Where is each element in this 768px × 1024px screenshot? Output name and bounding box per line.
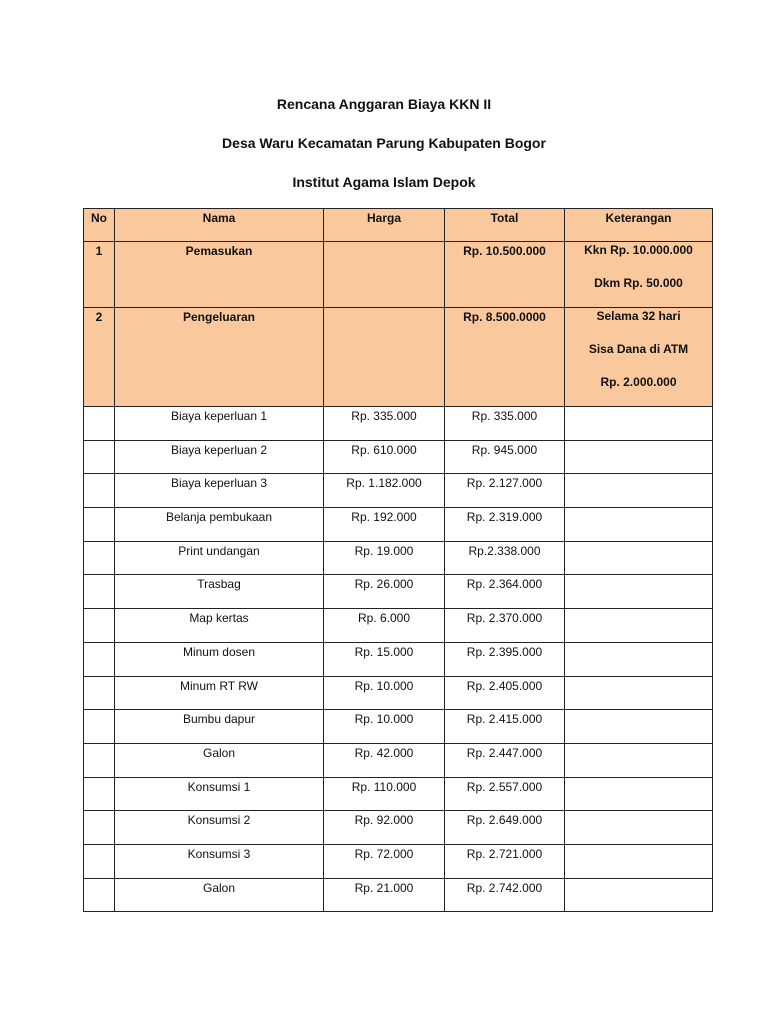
cell-harga	[324, 474, 445, 508]
cell-nama-text: Galon	[202, 745, 236, 760]
cell-total-text: Rp. 945.000	[471, 442, 538, 457]
cell-no	[84, 575, 115, 609]
table-row	[84, 508, 713, 542]
keterangan-line: Dkm Rp. 50.000	[594, 276, 683, 290]
cell-no	[84, 541, 115, 575]
cell-nama	[115, 878, 324, 912]
cell-no	[84, 474, 115, 508]
cell-total-text: Rp. 2.370.000	[466, 611, 543, 626]
cell-no	[84, 743, 115, 777]
cell-keterangan	[565, 440, 713, 474]
cell-nama: Pengeluaran	[115, 308, 324, 407]
cell-total-text: Rp. 2.447.000	[466, 745, 543, 760]
cell-keterangan	[565, 474, 713, 508]
cell-keterangan	[565, 508, 713, 542]
cell-harga-text: Rp. 92.000	[354, 813, 414, 828]
cell-no	[84, 710, 115, 744]
cell-harga	[324, 541, 445, 575]
cell-nama	[115, 440, 324, 474]
cell-nama-text: Belanja pembukaan	[165, 510, 273, 525]
cell-no	[84, 878, 115, 912]
cell-harga	[324, 242, 445, 308]
cell-no	[84, 407, 115, 441]
cell-total-text: Rp. 2.364.000	[466, 577, 543, 592]
cell-total	[445, 710, 565, 744]
keterangan-line: Sisa Dana di ATM	[588, 342, 689, 356]
cell-nama	[115, 642, 324, 676]
cell-harga	[324, 777, 445, 811]
cell-keterangan	[565, 609, 713, 643]
cell-total	[445, 541, 565, 575]
cell-total	[445, 844, 565, 878]
table-row	[84, 743, 713, 777]
cell-nama	[115, 541, 324, 575]
cell-nama	[115, 777, 324, 811]
cell-total	[445, 642, 565, 676]
budget-table	[83, 208, 713, 912]
cell-harga	[324, 743, 445, 777]
cell-keterangan	[565, 844, 713, 878]
cell-harga	[324, 407, 445, 441]
cell-nama-text: Trasbag	[197, 577, 241, 592]
cell-harga-text: Rp. 10.000	[354, 712, 414, 727]
table-row	[84, 844, 713, 878]
column-header-no: No	[84, 209, 115, 242]
cell-harga	[324, 609, 445, 643]
cell-keterangan	[565, 743, 713, 777]
table-row	[84, 474, 713, 508]
cell-no	[84, 811, 115, 845]
table-row	[84, 777, 713, 811]
cell-nama	[115, 676, 324, 710]
cell-total-text: Rp. 2.557.000	[466, 779, 543, 794]
table-row	[84, 811, 713, 845]
table-row	[84, 609, 713, 643]
cell-harga	[324, 642, 445, 676]
cell-no	[84, 508, 115, 542]
table-row	[84, 407, 713, 441]
table-row	[84, 878, 713, 912]
cell-total-text: Rp. 2.721.000	[466, 846, 543, 861]
cell-harga	[324, 878, 445, 912]
cell-nama	[115, 407, 324, 441]
cell-nama-text: Konsumsi 2	[187, 813, 251, 828]
cell-harga-text: Rp. 6.000	[357, 611, 411, 626]
cell-nama	[115, 844, 324, 878]
cell-harga-text: Rp. 110.000	[351, 779, 417, 794]
cell-harga-text: Rp. 72.000	[354, 846, 414, 861]
column-header-keterangan: Keterangan	[565, 209, 713, 242]
cell-nama	[115, 743, 324, 777]
keterangan-line: Kkn Rp. 10.000.000	[584, 243, 693, 257]
cell-harga-text: Rp. 19.000	[354, 543, 414, 558]
cell-total	[445, 878, 565, 912]
cell-no: 1	[84, 242, 115, 308]
cell-nama	[115, 811, 324, 845]
cell-harga-text: Rp. 26.000	[354, 577, 414, 592]
column-header-harga: Harga	[324, 209, 445, 242]
cell-total	[445, 743, 565, 777]
cell-harga	[324, 308, 445, 407]
cell-keterangan	[565, 407, 713, 441]
document-title: Rencana Anggaran Biaya KKN II	[276, 96, 492, 112]
cell-total-text: Rp. 2.127.000	[466, 476, 543, 491]
cell-harga-text: Rp. 21.000	[354, 880, 414, 895]
summary-row-pengeluaran	[84, 308, 713, 407]
cell-total-text: Rp. 2.405.000	[466, 678, 543, 693]
cell-harga-text: Rp. 15.000	[354, 644, 414, 659]
cell-nama-text: Map kertas	[189, 611, 249, 626]
cell-total	[445, 474, 565, 508]
cell-harga-text: Rp. 335.000	[351, 409, 417, 423]
cell-harga-text: Rp. 610.000	[351, 442, 417, 457]
cell-harga	[324, 575, 445, 609]
document-subtitle-institution: Institut Agama Islam Depok	[292, 174, 476, 190]
document-subtitle-location: Desa Waru Kecamatan Parung Kabupaten Bogor	[222, 135, 546, 151]
cell-nama-text: Konsumsi 3	[187, 846, 251, 861]
cell-nama: Pemasukan	[115, 242, 324, 308]
cell-harga	[324, 508, 445, 542]
cell-keterangan	[565, 777, 713, 811]
cell-harga	[324, 440, 445, 474]
cell-total-text: Rp. 2.319.000	[466, 510, 543, 525]
cell-keterangan	[565, 811, 713, 845]
cell-no	[84, 642, 115, 676]
cell-no	[84, 440, 115, 474]
summary-row-pemasukan	[84, 242, 713, 308]
table-row	[84, 575, 713, 609]
table-row	[84, 676, 713, 710]
table-row	[84, 440, 713, 474]
cell-total	[445, 508, 565, 542]
cell-total: Rp. 8.500.0000	[445, 308, 565, 407]
cell-harga-text: Rp. 1.182.000	[346, 476, 422, 491]
cell-total: Rp. 10.500.000	[445, 242, 565, 308]
cell-nama-text: Galon	[202, 880, 236, 895]
keterangan-line: Rp. 2.000.000	[600, 375, 677, 389]
cell-nama-text: Biaya keperluan 1	[170, 409, 268, 423]
cell-nama	[115, 575, 324, 609]
cell-nama-text: Bumbu dapur	[182, 712, 256, 727]
cell-total	[445, 811, 565, 845]
cell-nama-text: Minum dosen	[182, 644, 256, 659]
cell-total-text: Rp. 2.742.000	[466, 880, 543, 895]
cell-keterangan	[565, 710, 713, 744]
cell-total	[445, 407, 565, 441]
cell-nama-text: Biaya keperluan 2	[170, 442, 268, 457]
cell-total	[445, 609, 565, 643]
cell-nama	[115, 710, 324, 744]
cell-total-text: Rp. 335.000	[471, 409, 538, 423]
cell-keterangan	[565, 878, 713, 912]
cell-nama-text: Konsumsi 1	[187, 779, 251, 794]
cell-total	[445, 777, 565, 811]
cell-keterangan	[565, 308, 713, 407]
cell-no: 2	[84, 308, 115, 407]
cell-harga	[324, 710, 445, 744]
cell-keterangan	[565, 242, 713, 308]
cell-nama	[115, 508, 324, 542]
table-row	[84, 642, 713, 676]
cell-no	[84, 676, 115, 710]
cell-total-text: Rp. 2.395.000	[466, 644, 543, 659]
cell-total-text: Rp. 2.415.000	[466, 712, 543, 727]
table-row	[84, 541, 713, 575]
cell-keterangan	[565, 541, 713, 575]
cell-total	[445, 575, 565, 609]
cell-harga	[324, 811, 445, 845]
cell-keterangan	[565, 642, 713, 676]
cell-total	[445, 676, 565, 710]
cell-no	[84, 844, 115, 878]
cell-harga-text: Rp. 192.000	[351, 510, 417, 525]
cell-harga	[324, 844, 445, 878]
cell-keterangan	[565, 676, 713, 710]
cell-harga-text: Rp. 10.000	[354, 678, 414, 693]
cell-total-text: Rp.2.338.000	[468, 543, 541, 558]
cell-harga	[324, 676, 445, 710]
column-header-nama: Nama	[115, 209, 324, 242]
cell-nama	[115, 474, 324, 508]
keterangan-line: Selama 32 hari	[596, 309, 681, 323]
cell-no	[84, 609, 115, 643]
cell-nama-text: Print undangan	[178, 543, 260, 558]
cell-nama	[115, 609, 324, 643]
table-row	[84, 710, 713, 744]
column-header-total: Total	[445, 209, 565, 242]
cell-no	[84, 777, 115, 811]
cell-total	[445, 440, 565, 474]
cell-keterangan	[565, 575, 713, 609]
cell-total-text: Rp. 2.649.000	[466, 813, 543, 828]
cell-harga-text: Rp. 42.000	[354, 745, 414, 760]
cell-nama-text: Minum RT RW	[179, 678, 258, 693]
cell-nama-text: Biaya keperluan 3	[170, 476, 268, 491]
